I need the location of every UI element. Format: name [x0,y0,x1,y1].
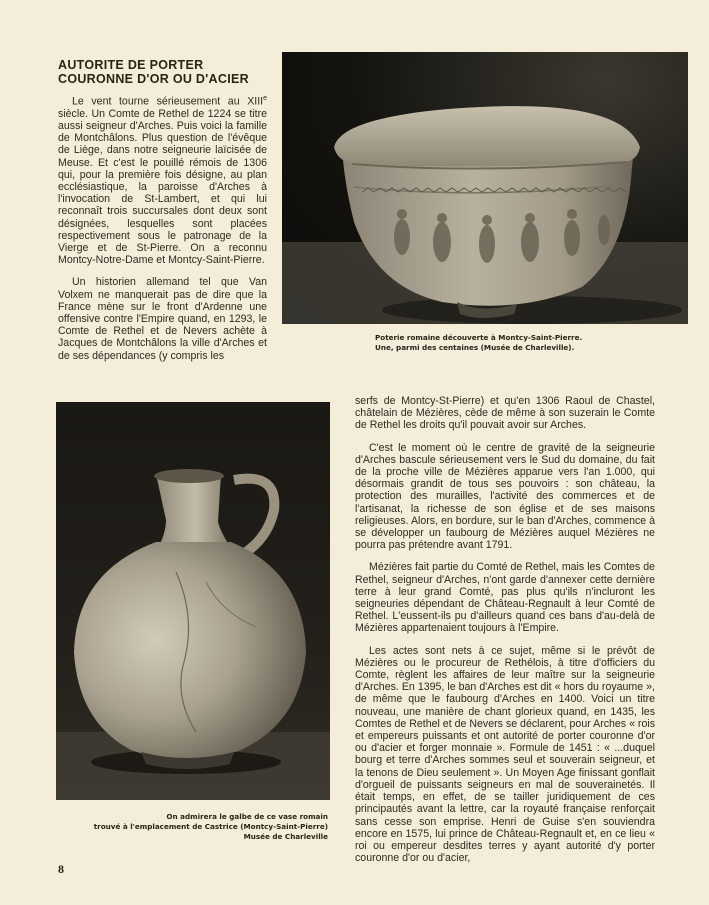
bowl-caption [375,333,605,353]
bowl-caption-line-1: Poterie romaine découverte à Montcy-Saint-Pierre. [375,333,583,342]
left-paragraph-1-rest: siècle. Un Comte de Rethel de 1224 se titre aussi seigneur d'Arches. Puis voici la famille de Montchâlons. Plus question de l'évêque de Liège, dans notre seigneurie laïcisée de Meuse. Et c'est le pouillé rémois de 1306 qui, pour la première fois désigne, au plan ecclésiastique, la paroisse d'Arches à l'invocation de St-Lambert, et qui lui reconnaît trois succursales dont deux sont désignées, lesquelles sont placées respectivement sous le patronage de la Vierge et de St-Pierre. On a reconnu Montcy-Notre-Dame et Montcy-Saint-Pierre. [58,107,267,267]
right-paragraph-1: serfs de Montcy-St-Pierre) et qu'en 1306 Raoul de Chastel, châtelain de Mézières, cède de même à son suzerain le Comte de Rethel les droits qu'il pouvait avoir sur Arches. [355,395,655,432]
left-paragraph-1 [58,93,267,266]
right-paragraph-2: C'est le moment où le centre de gravité de la seigneurie d'Arches bascule sérieusement vers le Sud du domaine, du fait de la proche ville de Mézières apparue vers l'an 1.000, qui désormais grandit de tous ses pouvoirs : son château, la protection des murailles, l'activité des commerces et de l'artisanat, la richesse de son église et de ses maisons religieuses. Alors, en bordure, sur le ban d'Arches, commence à se développer un faubourg de Mézières auquel Mézières ne pourra pas prétendre avant 1791. [355,441,655,552]
jug-caption [70,812,328,842]
jug-caption-line-2: trouvé à l'emplacement de Castrice (Montcy-Saint-Pierre) [93,822,328,831]
page-number: 8 [58,862,64,876]
left-text-column [58,93,267,372]
roman-bowl-photo [282,52,688,324]
right-text-column [355,395,655,874]
right-paragraph-3: Mézières fait partie du Comté de Rethel, mais les Comtes de Rethel, seigneur d'Arches, n'ont garde d'annexer cette dernière terre à leur grand Comté, pas plus qu'ils n'incluront les seigneuries dépendant de Château-Regnault à leur Comté de Rethel. L'eussent-ils pu d'ailleurs quand ces bans d'au-delà de Mézières appartenaient toujours à l'Empire. [355,561,655,635]
bowl-caption-line-2: Une, parmi des centaines (Musée de Charleville). [375,343,575,352]
section-heading [58,58,268,86]
jug-caption-line-3: Musée de Charleville [243,832,328,841]
roman-jug-photo [56,402,330,800]
jug-caption-line-1: On admirera le galbe de ce vase romain [166,812,328,821]
left-paragraph-2: Un historien allemand tel que Van Volxem ne manquerait pas de dire que la France mène sur le front d'Ardenne une offensive contre l'Empire quand, en 1293, le Comte de Rethel et de Nevers achète à Jacques de Montchâlons la ville d'Arches et de ses dépendances (y compris les [58,276,267,362]
heading-line-1: AUTORITE DE PORTER [58,58,204,72]
roman-jug-illustration [56,402,330,800]
right-paragraph-4: Les actes sont nets à ce sujet, même si le prévôt de Mézières ou le procureur de Rethélois, à titre d'officiers du Comte, règlent les affaires de leur maître sur la seigneurie d'Arches. En 1395, le ban d'Arches est dit « hors du royaume », de même que le faubourg d'Arches en 1400. Voici un titre nouveau, une manière de chant glorieux quand, en 1435, les Comtes de Rethel et de Nevers se déclarent, pour Arches « rois et empereurs puissants et ont autorité de porter couronne d'or ou d'acier et forger monnaie ». Formule de 1451 : « ...duquel bourg et terre d'Arches sommes seul et souverain seigneur, et la tenons de Dieu seulement ». Un Moyen Age finissant gonflait d'orgueil de puissants seigneurs en mal de souverainetés. Il était temps, en effet, de se tailler juridiquement de ces principautés avant la lettre, car la royauté française renforçait sans cesse son emprise. Henri de Guise s'en souviendra encore en 1575, lui prince de Château-Regnault et, en ce lieu « roi ou empereur desdites terres y ayant autorité d'y porter couronne d'or ou d'acier, [355,644,655,865]
left-paragraph-1-start: Le vent tourne sérieusement au XIII [72,95,264,108]
roman-bowl-illustration [282,52,688,324]
century-superscript: e [263,95,267,102]
heading-line-2: COURONNE D'OR OU D'ACIER [58,72,249,86]
